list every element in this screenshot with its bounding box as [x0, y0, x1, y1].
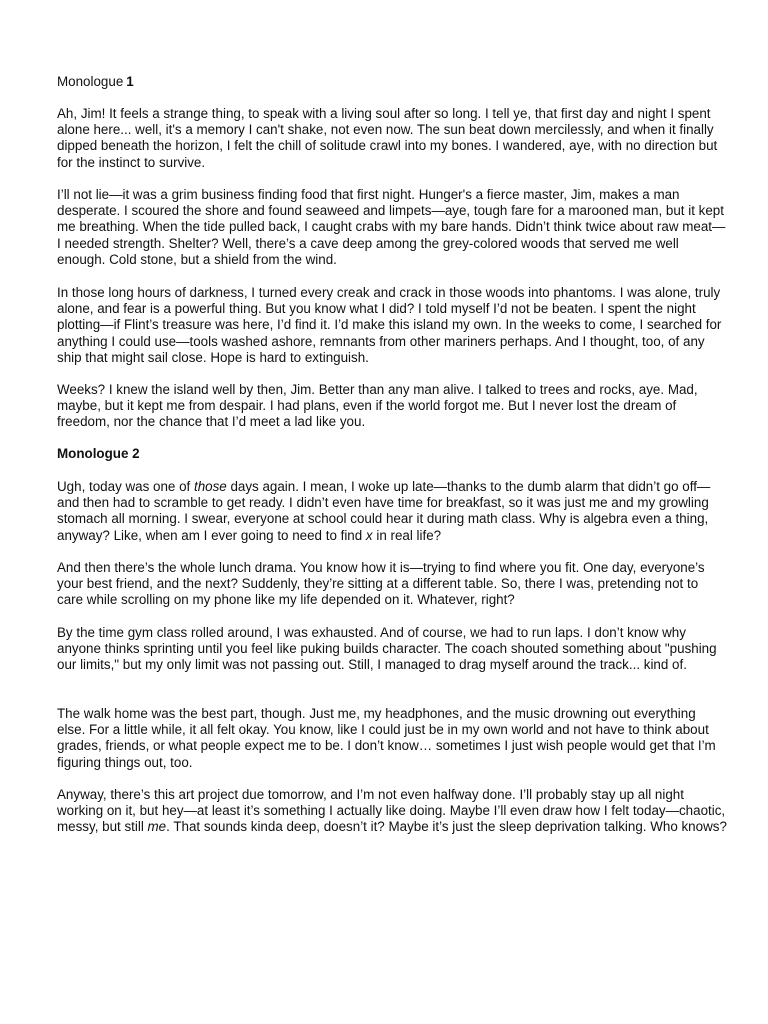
monologue-1-paragraph — [57, 382, 727, 431]
paragraph-text: in real life? — [372, 527, 442, 543]
paragraph-text: Anyway, there’s this art project due tomorrow, and I’m not even halfway done. I’ll probably stay up all night working on it, but hey—at least it’s something I actually like doing. Maybe I’ll even draw how I felt today—chaotic, messy, but still — [57, 787, 726, 835]
monologue-2-heading: Monologue 2 — [57, 446, 140, 461]
paragraph-text: . That sounds kinda deep, doesn’t it? Maybe it’s just the sleep deprivation talking. Who knows? — [166, 819, 727, 835]
paragraph-text: Weeks? I knew the island well by then, Jim. Better than any man alive. I talked to trees and rocks, aye. Mad, maybe, but it kept me from despair. I had plans, even if the world forgot me. But I never lost the dream of freedom, nor the chance that I’d meet a lad like you. — [57, 382, 698, 430]
paragraph-text: The walk home was the best part, though. Just me, my headphones, and the music drowning out everything else. For a little while, it all felt okay. You know, like I could just be in my own world and not have to think about grades, friends, or what people expect me to be. I don’t know… sometimes I just wish people would get that I’m figuring things out, too. — [57, 706, 716, 770]
paragraph-text: Ugh, today was one of — [57, 479, 194, 494]
monologue-2-paragraph — [57, 560, 727, 609]
monologue-1-paragraph — [57, 187, 727, 268]
monologue-1-paragraph — [57, 106, 727, 171]
paragraph-text: In those long hours of darkness, I turned every creak and crack in those woods into phantoms. I was alone, truly alone, and fear is a powerful thing. But you know what I did? I told myself I’d not be beaten. I spent the night plotting—if Flint’s treasure was here, I’d find it. I’d make this island my own. In the weeks to come, I searched for anything I could use—tools washed ashore, remnants from other mariners perhaps. And I thought, too, of any ship that might sail close. Hope is hard to extinguish. — [57, 285, 722, 365]
emphasis-text: those — [193, 479, 227, 494]
paragraph-text: And then there’s the whole lunch drama. You know how it is—trying to find where you fit. One day, everyone’s your best friend, and the next? Suddenly, they’re sitting at a different table. So, there I was, pretending not to care while scrolling on my phone like my life depended on it. Whatever, right? — [57, 560, 705, 608]
monologue-1-heading-number: 1 — [126, 74, 134, 89]
monologue-2-paragraph — [57, 706, 727, 771]
monologue-2-paragraph — [57, 787, 727, 836]
emphasis-text: me — [147, 819, 167, 835]
monologue-2-paragraph — [57, 625, 727, 674]
paragraph-text: days again. I mean, I woke up late—thanks to the dumb alarm that didn’t go off—and then had to scramble to get ready. I didn’t even have time for breakfast, so it was just me and my growling stomach all morning. I swear, everyone at school could hear it during math class. Why is algebra even a thing, anyway? Like, when am I ever going to need to find — [57, 479, 711, 543]
paragraph-text: I’ll not lie—it was a grim business finding food that first night. Hunger's a fierce master, Jim, makes a man desperate. I scoured the shore and found seaweed and limpets—aye, tough fare for a marooned man, but it kept me breathing. When the tide pulled back, I caught crabs with my bare hands. Didn’t think twice about raw meat—I needed strength. Shelter? Well, there’s a cave deep among the grey-colored woods that served me well enough. Cold stone, but a shield from the wind. — [57, 187, 726, 267]
monologue-1-heading-label: Monologue — [57, 74, 124, 89]
paragraph-text: Ah, Jim! It feels a strange thing, to speak with a living soul after so long. I tell ye, that first day and night I spent alone here... well, it's a memory I can't shake, not even now. The sun beat down mercilessly, and when it finally dipped beneath the horizon, I felt the chill of solitude crawl into my bones. I wandered, aye, with no direction but for the instinct to survive. — [57, 106, 718, 170]
emphasis-text: x — [365, 527, 373, 543]
monologue-2-paragraph — [57, 479, 727, 544]
paragraph-text: By the time gym class rolled around, I was exhausted. And of course, we had to run laps. I don’t know why anyone thinks sprinting until you feel like puking builds character. The coach shouted something about "pushing our limits," but my only limit was not passing out. Still, I managed to drag myself around the track... kind of. — [57, 625, 717, 673]
monologue-1-paragraph — [57, 285, 727, 366]
monologue-1-heading — [57, 74, 727, 90]
